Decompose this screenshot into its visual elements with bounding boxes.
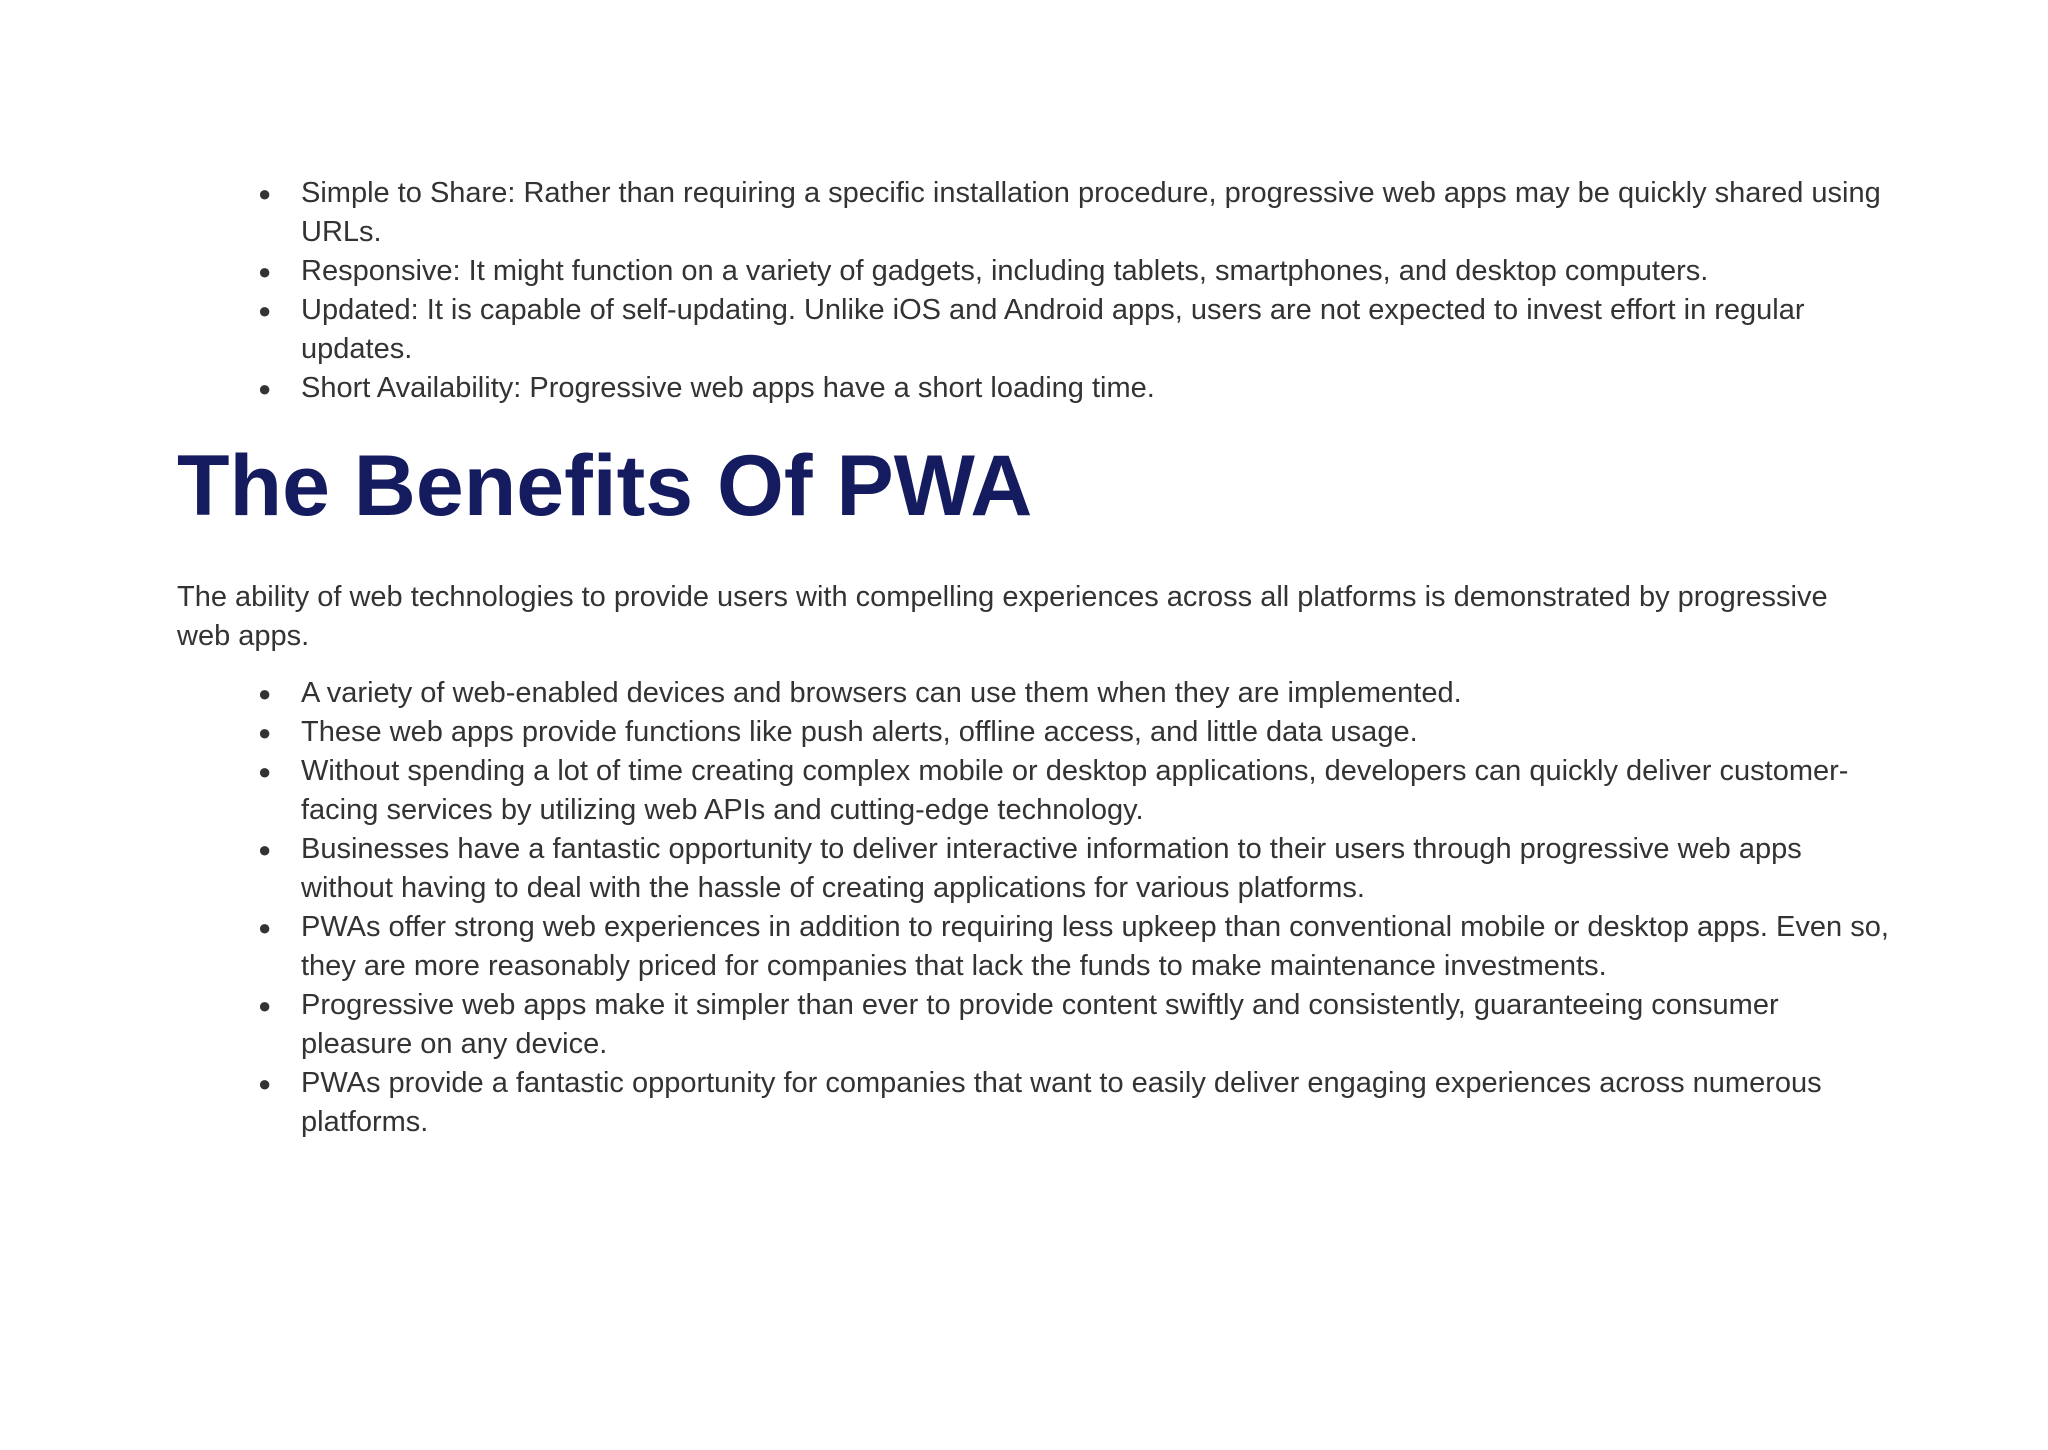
bullet-icon: ● (258, 259, 272, 284)
bullet-icon: ● (258, 298, 272, 323)
list-item (0, 986, 1891, 1064)
list-item-text: Updated: It is capable of self-updating. Unlike iOS and Android apps, users are not expected to invest effort in regular updates. (301, 294, 1805, 365)
list-item-text: Short Availability: Progressive web apps have a short loading time. (301, 372, 1155, 404)
benefits-list (0, 674, 1891, 1142)
list-item-text: PWAs provide a fantastic opportunity for companies that want to easily deliver engaging experiences across numerous platforms. (301, 1067, 1822, 1138)
bullet-icon: ● (258, 993, 272, 1018)
bullet-icon: ● (258, 1071, 272, 1096)
bullet-icon: ● (258, 681, 272, 706)
section-heading: The Benefits Of PWA (177, 438, 1033, 534)
list-item (0, 174, 1891, 252)
features-list (0, 174, 1891, 408)
list-item (0, 291, 1891, 369)
bullet-icon: ● (258, 837, 272, 862)
list-item (0, 908, 1891, 986)
list-item-text: A variety of web-enabled devices and browsers can use them when they are implemented. (301, 677, 1462, 709)
intro-paragraph: The ability of web technologies to provide users with compelling experiences across all platforms is demonstrated by progressive web apps. (177, 581, 1828, 652)
list-item (0, 830, 1891, 908)
list-item-text: Progressive web apps make it simpler than ever to provide content swiftly and consistently, guaranteeing consumer pleasure on any device. (301, 989, 1779, 1060)
list-item (0, 752, 1891, 830)
list-item-text: Responsive: It might function on a variety of gadgets, including tablets, smartphones, and desktop computers. (301, 255, 1709, 287)
list-item-text: Without spending a lot of time creating complex mobile or desktop applications, developers can quickly deliver customer-facing services by utilizing web APIs and cutting-edge technology. (301, 755, 1849, 826)
bullet-icon: ● (258, 181, 272, 206)
list-item (0, 674, 1891, 713)
bullet-icon: ● (258, 759, 272, 784)
list-item-text: Simple to Share: Rather than requiring a specific installation procedure, progressive web apps may be quickly shared using URLs. (301, 177, 1881, 248)
list-item (0, 713, 1891, 752)
list-item (0, 369, 1891, 408)
bullet-icon: ● (258, 720, 272, 745)
bullet-icon: ● (258, 376, 272, 401)
list-item-text: PWAs offer strong web experiences in addition to requiring less upkeep than conventional mobile or desktop apps. Even so, they are more reasonably priced for companies that lack the funds to make maintenance investments. (301, 911, 1889, 982)
list-item-text: These web apps provide functions like push alerts, offline access, and little data usage. (301, 716, 1418, 748)
list-item (0, 1064, 1891, 1142)
list-item (0, 252, 1891, 291)
bullet-icon: ● (258, 915, 272, 940)
list-item-text: Businesses have a fantastic opportunity to deliver interactive information to their users through progressive web apps without having to deal with the hassle of creating applications for various platforms. (301, 833, 1802, 904)
